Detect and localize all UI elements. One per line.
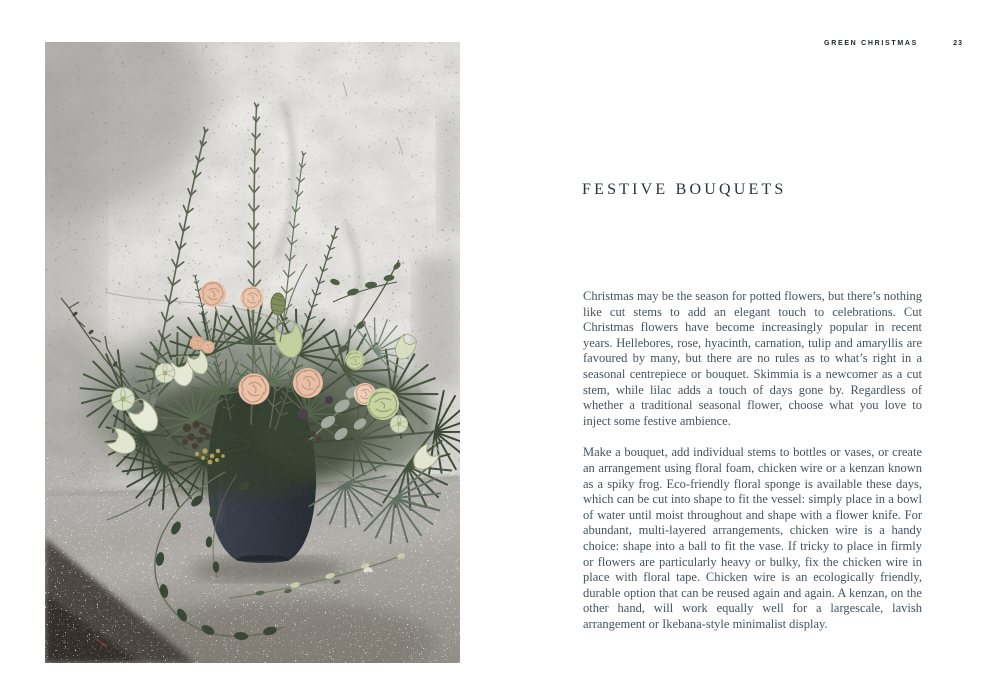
bouquet-photo (45, 42, 460, 663)
bouquet-photo-graphic (45, 42, 460, 663)
article-body (583, 289, 922, 632)
photo-grain (45, 42, 460, 663)
article-paragraph-2: Make a bouquet, add individual stems to bottles or vases, or create an arrangement using floral foam, chicken wire or a kenzan known as a spiky frog. Eco-friendly floral sponge is available these days, which can be cut into shape to fit the vessel: simply place in a bowl of water until moist throughout and shape with a flower knife. For abundant, multi-layered arrangements, chicken wire is a handy choice: shape into a ball to fit the vase. If tricky to place in firmly or flowers are particularly heavy or bulky, fix the chicken wire in place with floral tape. Chicken wire is an ecologically friendly, durable option that can be reused again and again. A kenzan, on the other hand, will work equally well for a largescale, lavish arrangement or Ikebana-style minimalist display. (583, 445, 922, 631)
article-paragraph-1: Christmas may be the season for potted flowers, but there’s nothing like cut stems to add an elegant touch to celebrations. Cut Christmas flowers have become increasingly popular in recent years. Hellebores, rose, hyacinth, carnation, tulip and amaryllis are favoured by many, but there are no rules as to what’s right in a seasonal centrepiece or bouquet. Skimmia is a newcomer as a cut stem, while lilac adds a touch of days gone by. Regardless of whether a traditional seasonal flower, choose what you love to inject some festive ambience. (583, 289, 922, 428)
page-number: 23 (953, 40, 963, 47)
article-title: FESTIVE BOUQUETS (582, 181, 787, 198)
running-header-title: GREEN CHRISTMAS (824, 40, 918, 47)
